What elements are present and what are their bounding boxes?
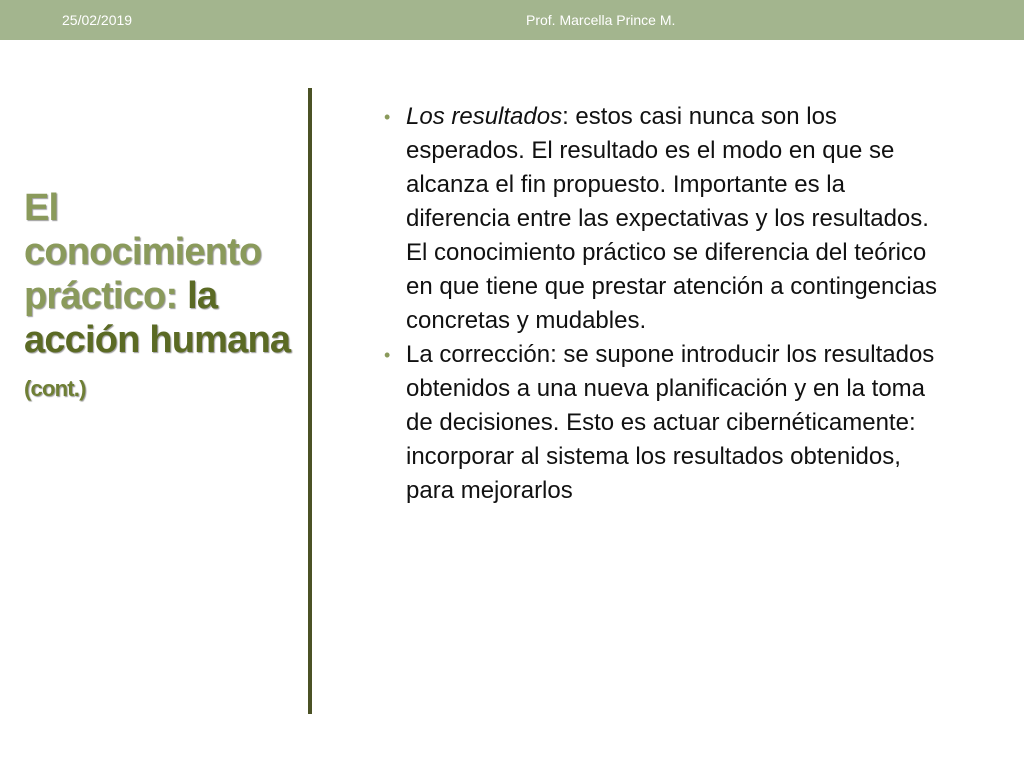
bullet-text: : se supone introducir los resultados obtenidos a una nueva planificación y en la toma de decisiones. Esto es actuar cibernéticamente: incorporar al sistema los resultados obtenidos, para mejorarlos [406, 341, 935, 504]
title-suffix: (cont.) [24, 376, 86, 401]
title-main: El conocimiento práctico [24, 187, 262, 317]
bullet-term: Los resultados [406, 103, 563, 130]
title-colon: : [165, 275, 178, 317]
bullet-item [384, 100, 944, 338]
header-bar [0, 0, 1024, 40]
bullet-dot-icon: • [384, 107, 391, 127]
slide-date: 25/02/2019 [62, 12, 133, 28]
vertical-divider [308, 88, 312, 714]
bullet-item [384, 338, 944, 508]
title-dark-part: la acción humana [24, 275, 291, 361]
slide-content [384, 100, 944, 508]
slide-author: Prof. Marcella Prince M. [526, 12, 676, 28]
bullet-text: : estos casi nunca son los esperados. El resultado es el modo en que se alcanza el fin propuesto. Importante es la diferencia entre las expectativas y los resultados. El conocimiento práctico se diferencia del teórico en que tiene que prestar atención a contingencias concretas y mudables. [406, 103, 938, 334]
bullet-term: La corrección [406, 341, 551, 368]
bullet-dot-icon: • [384, 345, 391, 365]
slide-title [24, 186, 304, 411]
